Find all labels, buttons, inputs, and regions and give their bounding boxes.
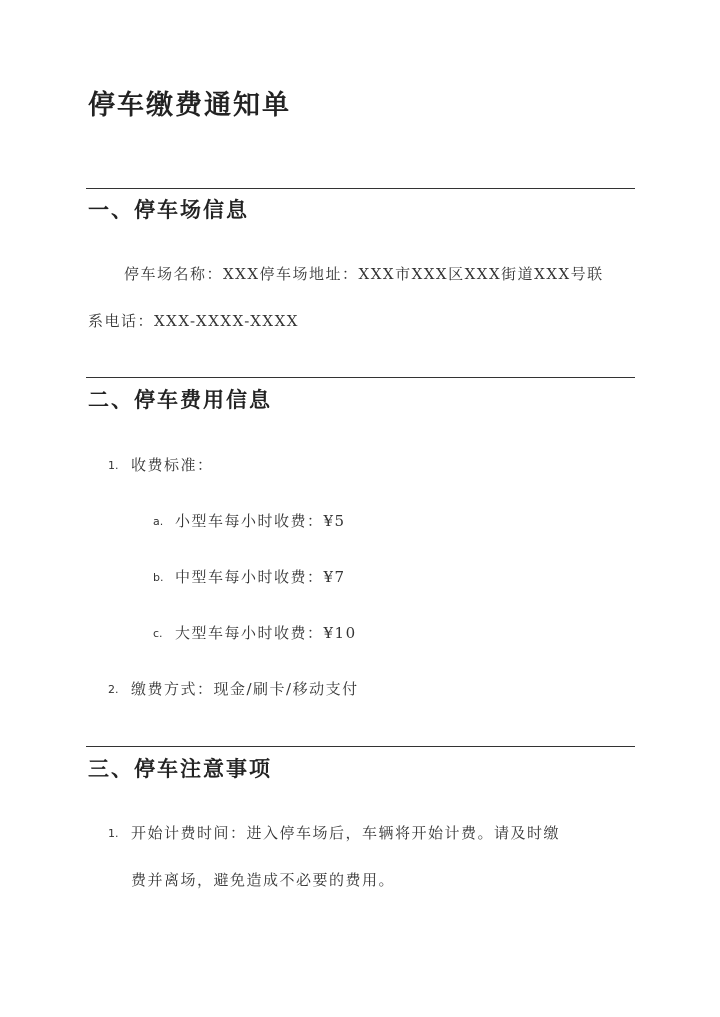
large-car-rate: 大型车每小时收费：¥10 [175, 624, 357, 642]
document-title: 停车缴费通知单 [88, 90, 291, 121]
sub-list-marker: a. [153, 515, 164, 528]
parking-lot-info-line-1: 停车场名称：XXX停车场地址：XXX市XXX区XXX街道XXX号联 [124, 265, 604, 283]
parking-lot-info-line-2: 系电话：XXX-XXXX-XXXX [88, 312, 299, 330]
payment-methods: 缴费方式：现金/刷卡/移动支付 [131, 680, 359, 698]
medium-car-rate: 中型车每小时收费：¥7 [175, 568, 346, 586]
billing-start-note-line-2: 费并离场，避免造成不必要的费用。 [131, 871, 396, 889]
section-heading-fee-info: 二、停车费用信息 [88, 387, 272, 412]
section-divider [86, 377, 635, 378]
section-heading-parking-lot-info: 一、停车场信息 [88, 197, 249, 222]
fee-standard-label: 收费标准： [131, 456, 214, 474]
section-heading-parking-notes: 三、停车注意事项 [88, 756, 272, 781]
list-marker: 2. [108, 683, 119, 696]
billing-start-note-line-1: 开始计费时间：进入停车场后，车辆将开始计费。请及时缴 [131, 824, 561, 842]
sub-list-marker: c. [153, 627, 163, 640]
section-divider [86, 188, 635, 189]
small-car-rate: 小型车每小时收费：¥5 [175, 512, 346, 530]
list-marker: 1. [108, 827, 119, 840]
list-marker: 1. [108, 459, 119, 472]
sub-list-marker: b. [153, 571, 164, 584]
section-divider [86, 746, 635, 747]
